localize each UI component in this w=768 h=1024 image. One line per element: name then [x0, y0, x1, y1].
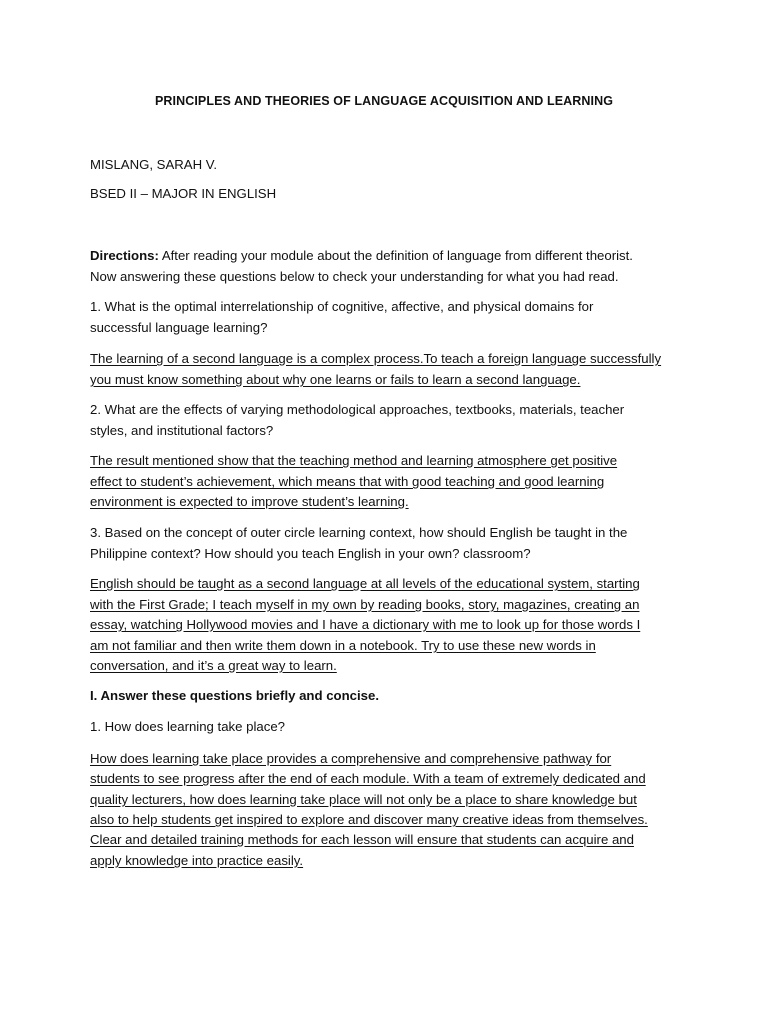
directions-label: Directions: — [90, 248, 159, 263]
answer-3-line-3: essay, watching Hollywood movies and I have a dictionary with me to look up for those words I — [90, 617, 641, 632]
student-name: MISLANG, SARAH V. — [90, 157, 218, 172]
question-3-line-1: 3. Based on the concept of outer circle learning context, how should English be taught in the — [90, 525, 628, 540]
answer-2-line-3: environment is expected to improve student’s learning. — [90, 494, 409, 509]
answer-2-line-2: effect to student’s achievement, which means that with good teaching and good learning — [90, 474, 605, 489]
question-1-line-1: 1. What is the optimal interrelationship of cognitive, affective, and physical domains for — [90, 299, 594, 314]
directions-line-2: Now answering these questions below to check your understanding for what you had read. — [90, 269, 619, 284]
question-2-line-2: styles, and institutional factors? — [90, 423, 274, 438]
question-1-line-2: successful language learning? — [90, 320, 268, 335]
answer-1-line-2: you must know something about why one learns or fails to learn a second language. — [90, 372, 581, 387]
section-2-answer-1-line-5: Clear and detailed training methods for each lesson will ensure that students can acquire and — [90, 832, 634, 847]
directions-line-1 — [90, 246, 633, 267]
section-2-answer-1-line-6: apply knowledge into practice easily. — [90, 853, 304, 868]
answer-1-line-1: The learning of a second language is a complex process.To teach a foreign language successfully — [90, 351, 662, 366]
question-3-line-2: Philippine context? How should you teach English in your own? classroom? — [90, 546, 531, 561]
directions-text-1: After reading your module about the definition of language from different theorist. — [158, 248, 633, 263]
section-2-answer-1-line-1: How does learning take place provides a comprehensive and comprehensive pathway for — [90, 751, 612, 766]
course-line: BSED II – MAJOR IN ENGLISH — [90, 186, 277, 201]
answer-2-line-1: The result mentioned show that the teaching method and learning atmosphere get positive — [90, 453, 618, 468]
section-2-question-1: 1. How does learning take place? — [90, 719, 286, 734]
document-title: PRINCIPLES AND THEORIES OF LANGUAGE ACQUISITION AND LEARNING — [154, 94, 614, 108]
answer-3-line-5: conversation, and it’s a great way to learn. — [90, 658, 337, 673]
section-2-answer-1-line-2: students to see progress after the end of each module. With a team of extremely dedicated and — [90, 771, 646, 786]
answer-3-line-2: with the First Grade; I teach myself in my own by reading books, story, magazines, creating an — [90, 597, 640, 612]
section-2-answer-1-line-4: also to help students get inspired to explore and discover many creative ideas from themselves. — [90, 812, 648, 827]
answer-3-line-1: English should be taught as a second language at all levels of the educational system, starting — [90, 576, 640, 591]
section-2-heading: I. Answer these questions briefly and concise. — [90, 688, 379, 703]
question-2-line-1: 2. What are the effects of varying methodological approaches, textbooks, materials, teacher — [90, 402, 625, 417]
section-2-answer-1-line-3: quality lecturers, how does learning take place will not only be a place to share knowledge but — [90, 792, 637, 807]
answer-3-line-4: am not familiar and then write them down in a notebook. Try to use these new words in — [90, 638, 596, 653]
